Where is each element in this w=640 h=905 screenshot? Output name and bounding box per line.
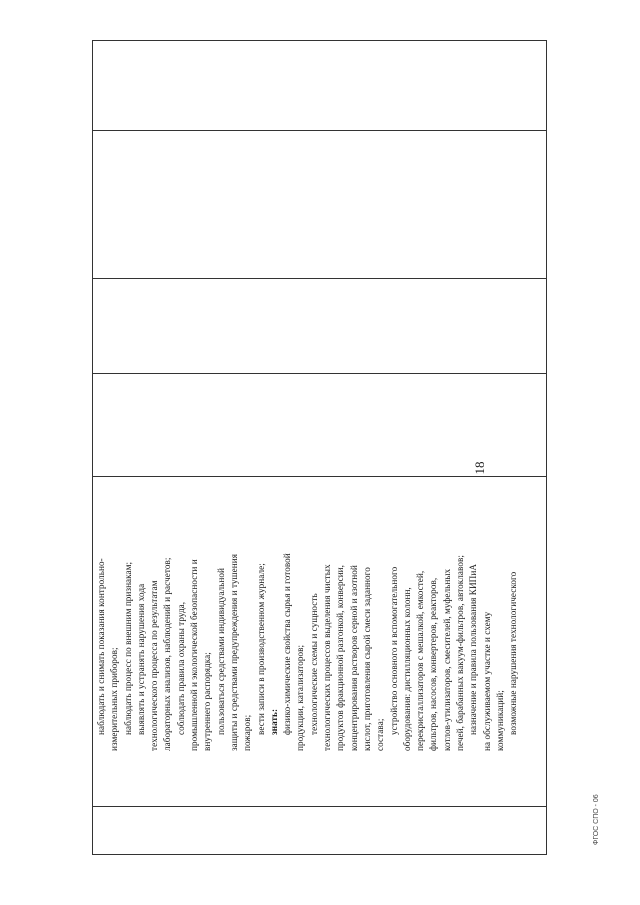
text-line: печей, барабанных вакуум-фильтров, автоклавов; [455,554,466,751]
text-line: соблюдать правила охраны труда, [175,601,186,735]
text-line: лабораторных анализов, наблюдений и расчетов; [162,557,173,751]
text-line: пользоваться средствами индивидуальной [215,568,226,735]
text-line: перекристаллизаторов с мешалкой, емкостей, [415,570,426,751]
text-line: концентрирования растворов серной и азотной [348,565,359,751]
table-column-hours-2 [93,278,546,373]
text-line: измерительных приборов; [109,647,120,751]
text-line: устройство основного и вспомогательного [388,566,399,735]
text-line: наблюдать процесс по внешним признакам; [122,561,133,735]
text-line: оборудования: дистилляционных колонн, [401,587,412,751]
text-line: наблюдать и снимать показания контрольно- [96,558,106,735]
text-line: внутреннего распорядка; [202,652,213,751]
text-line: кислот, приготовления сырой смеси заданного [361,567,372,751]
text-line: коммуникаций; [494,690,505,751]
text-line: защиты и средствами предупреждения и тушения [228,553,239,751]
text-line: на обслуживаемом участке и схему [481,611,492,751]
competency-text [95,431,521,751]
rotated-page [92,40,547,855]
text-line: технологические схемы и сущность [308,593,319,735]
text-line: фильтров, насосов, конвертеров, реакторов, [428,577,439,751]
text-line: вести записи в производственном журнале; [255,563,266,735]
table-column-competencies [93,39,546,130]
table-column-code [93,806,546,854]
standards-table [92,40,547,855]
text-line: пожаров; [242,714,253,751]
table-column-content [93,476,546,806]
page-number: 18 [472,461,487,475]
text-line: котлов-утилизаторов, смесителей, муфельных [441,568,452,751]
document-footer: ФГОС СПО - 06 [593,794,600,845]
text-line: продуктов фракционной разгонкой, конверсии, [335,564,346,751]
text-line: продукции, катализаторов; [295,644,306,751]
text-line: технологического процесса по результатам [149,580,160,751]
table-column-disciplines [93,130,546,278]
text-line: выявлять и устранять нарушения хода [135,583,146,735]
text-line: возможные нарушения технологического [508,571,519,735]
text-line: физико-химические свойства сырья и готовой [282,553,293,735]
text-line: промышленной и экологической безопасности и [189,559,200,751]
text-line: знать: [268,708,279,735]
text-line: состава; [375,718,386,751]
text-line: технологических процессов выделения чистых [322,564,333,751]
text-line: назначение и правила пользования КИПиА [468,563,479,735]
